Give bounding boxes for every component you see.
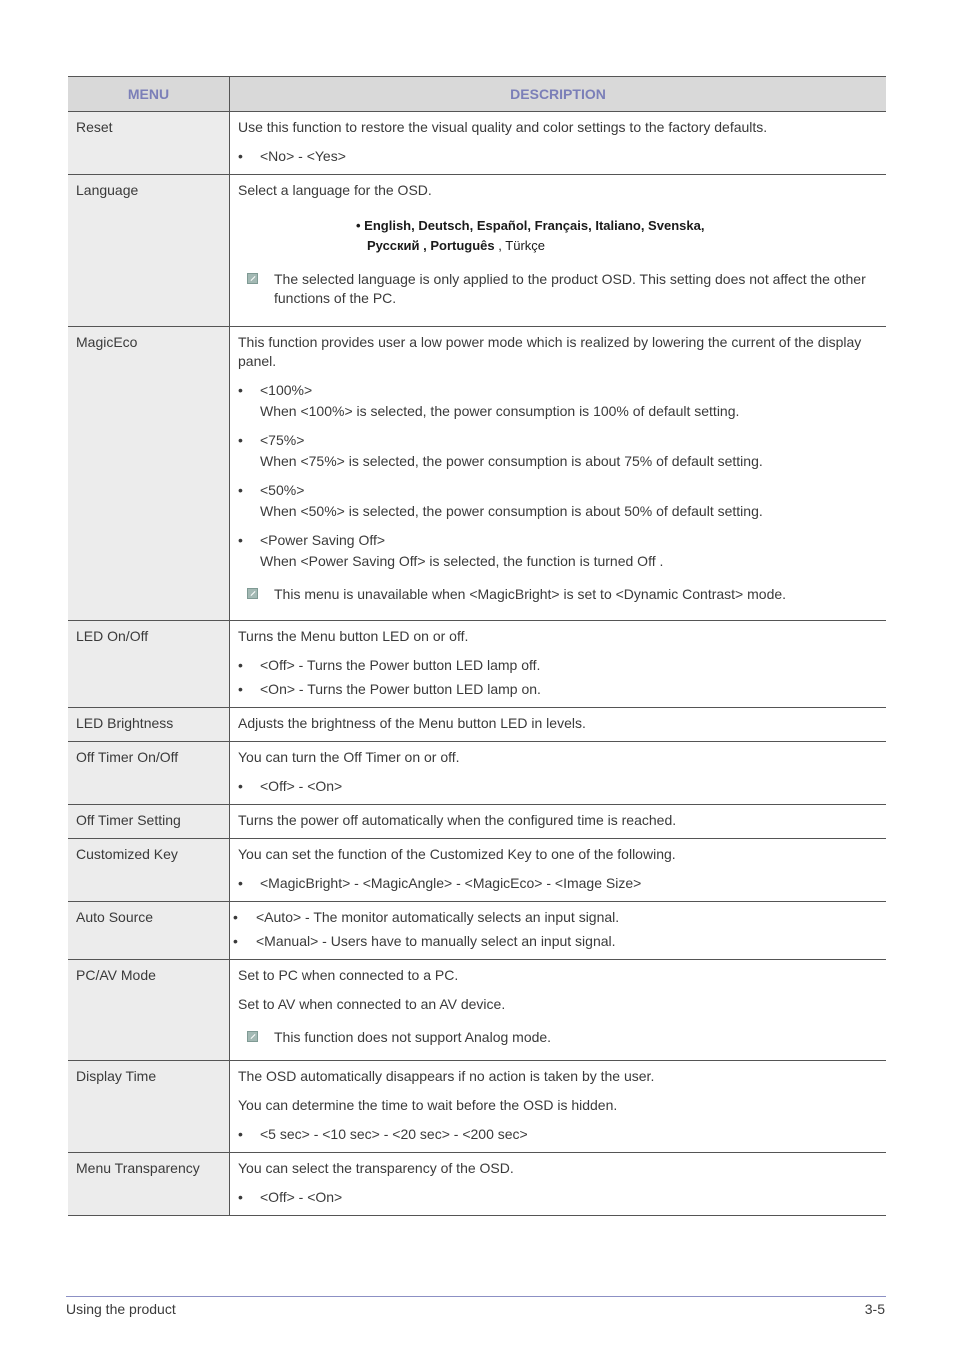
desc-magiceco [230,327,887,621]
menu-customized-key: Customized Key [68,839,230,902]
row-customized-key [68,839,886,902]
row-magiceco [68,327,886,621]
bullet-sub: When <Power Saving Off> is selected, the function is turned Off . [260,553,664,569]
bullet-item: • <Manual> - Users have to manually select an input signal. [233,932,878,951]
desc-language [230,175,887,327]
footer-page-number: 3-5 [864,1301,885,1317]
bullet-item [238,381,878,421]
row-auto-source [68,902,886,960]
row-reset [68,112,886,175]
desc-text: Use this function to restore the visual quality and color settings to the factory defaults. [238,119,768,135]
desc-off-timer-onoff [230,742,887,805]
row-language [68,175,886,327]
footer-divider [66,1296,886,1297]
desc-text: This function provides user a low power mode which is realized by lowering the current of the display panel. [238,334,862,369]
bullet-title: <100%> [260,382,313,398]
note-text: This menu is unavailable when <MagicBright> is set to <Dynamic Contrast> mode. [274,586,787,602]
desc-menu-transparency [230,1153,887,1216]
row-off-timer-setting [68,805,886,839]
bullet-title: <50%> [260,482,305,498]
menu-auto-source: Auto Source [68,902,230,960]
bullet-item [238,481,878,521]
bullet-item: • <No> - <Yes> [238,147,878,166]
row-pcav-mode [68,960,886,1061]
menu-led-brightness: LED Brightness [68,708,230,742]
note-icon [247,273,258,284]
bullet-item: • <5 sec> - <10 sec> - <20 sec> - <200 sec> [238,1125,878,1144]
note-text: This function does not support Analog mode. [274,1029,552,1045]
menu-language: Language [68,175,230,327]
desc-led-onoff [230,621,887,708]
language-list-line2 [356,236,878,256]
bullet-sub: When <75%> is selected, the power consumption is about 75% of default setting. [260,453,763,469]
menu-led-onoff: LED On/Off [68,621,230,708]
bullet-item: • <Off> - <On> [238,1188,878,1207]
desc-reset [230,112,887,175]
menu-menu-transparency: Menu Transparency [68,1153,230,1216]
row-led-onoff [68,621,886,708]
menu-reset: Reset [68,112,230,175]
footer-section-title: Using the product [66,1301,176,1317]
desc-pcav-mode [230,960,887,1061]
bullet-item: • <Off> - Turns the Power button LED lamp off. [238,656,878,675]
desc-text: Select a language for the OSD. [238,182,432,198]
desc-text: You can select the transparency of the OSD. [238,1160,514,1176]
language-list-turkce: , Türkçe [498,238,545,253]
menu-display-time: Display Time [68,1061,230,1153]
note-icon [247,588,258,599]
menu-off-timer-onoff: Off Timer On/Off [68,742,230,805]
desc-text: You can set the function of the Customized Key to one of the following. [238,846,676,862]
note [238,585,878,604]
bullet-title: <Power Saving Off> [260,532,386,548]
desc-off-timer-setting [230,805,887,839]
bullet-item: • <Off> - <On> [238,777,878,796]
note [238,270,878,308]
desc-customized-key [230,839,887,902]
header-description: DESCRIPTION [230,77,887,112]
language-list [356,216,878,256]
bullet-sub: When <50%> is selected, the power consumption is about 50% of default setting. [260,503,763,519]
header-menu: MENU [68,77,230,112]
bullet-sub: When <100%> is selected, the power consumption is 100% of default setting. [260,403,740,419]
row-led-brightness [68,708,886,742]
desc-text: Set to AV when connected to an AV device. [238,996,506,1012]
bullet-item: • <Auto> - The monitor automatically selects an input signal. [233,908,878,927]
bullet-item [238,431,878,471]
desc-text: You can determine the time to wait before the OSD is hidden. [238,1097,618,1113]
desc-text: Turns the power off automatically when the configured time is reached. [238,812,677,828]
row-off-timer-onoff [68,742,886,805]
desc-text: You can turn the Off Timer on or off. [238,749,460,765]
note-text: The selected language is only applied to the product OSD. This setting does not affect the other functions of the PC. [274,271,866,306]
desc-text: The OSD automatically disappears if no action is taken by the user. [238,1068,655,1084]
desc-display-time [230,1061,887,1153]
note [238,1028,878,1047]
desc-text: Adjusts the brightness of the Menu button LED in levels. [238,715,586,731]
menu-pcav-mode: PC/AV Mode [68,960,230,1061]
language-list-line1: • English, Deutsch, Español, Français, Italiano, Svenska, [356,218,705,233]
row-menu-transparency [68,1153,886,1216]
menu-magiceco: MagicEco [68,327,230,621]
menu-off-timer-setting: Off Timer Setting [68,805,230,839]
bullet-item [238,531,878,571]
bullet-item: • <On> - Turns the Power button LED lamp on. [238,680,878,699]
menu-description-table [68,76,886,1216]
desc-auto-source [230,902,887,960]
row-display-time [68,1061,886,1153]
bullet-title: <75%> [260,432,305,448]
desc-text: Set to PC when connected to a PC. [238,967,459,983]
desc-led-brightness [230,708,887,742]
note-icon [247,1031,258,1042]
desc-text: Turns the Menu button LED on or off. [238,628,469,644]
bullet-item: • <MagicBright> - <MagicAngle> - <MagicEco> - <Image Size> [238,874,878,893]
language-list-line2-main: Русский , Português [367,238,495,253]
table-header-row [68,77,886,112]
